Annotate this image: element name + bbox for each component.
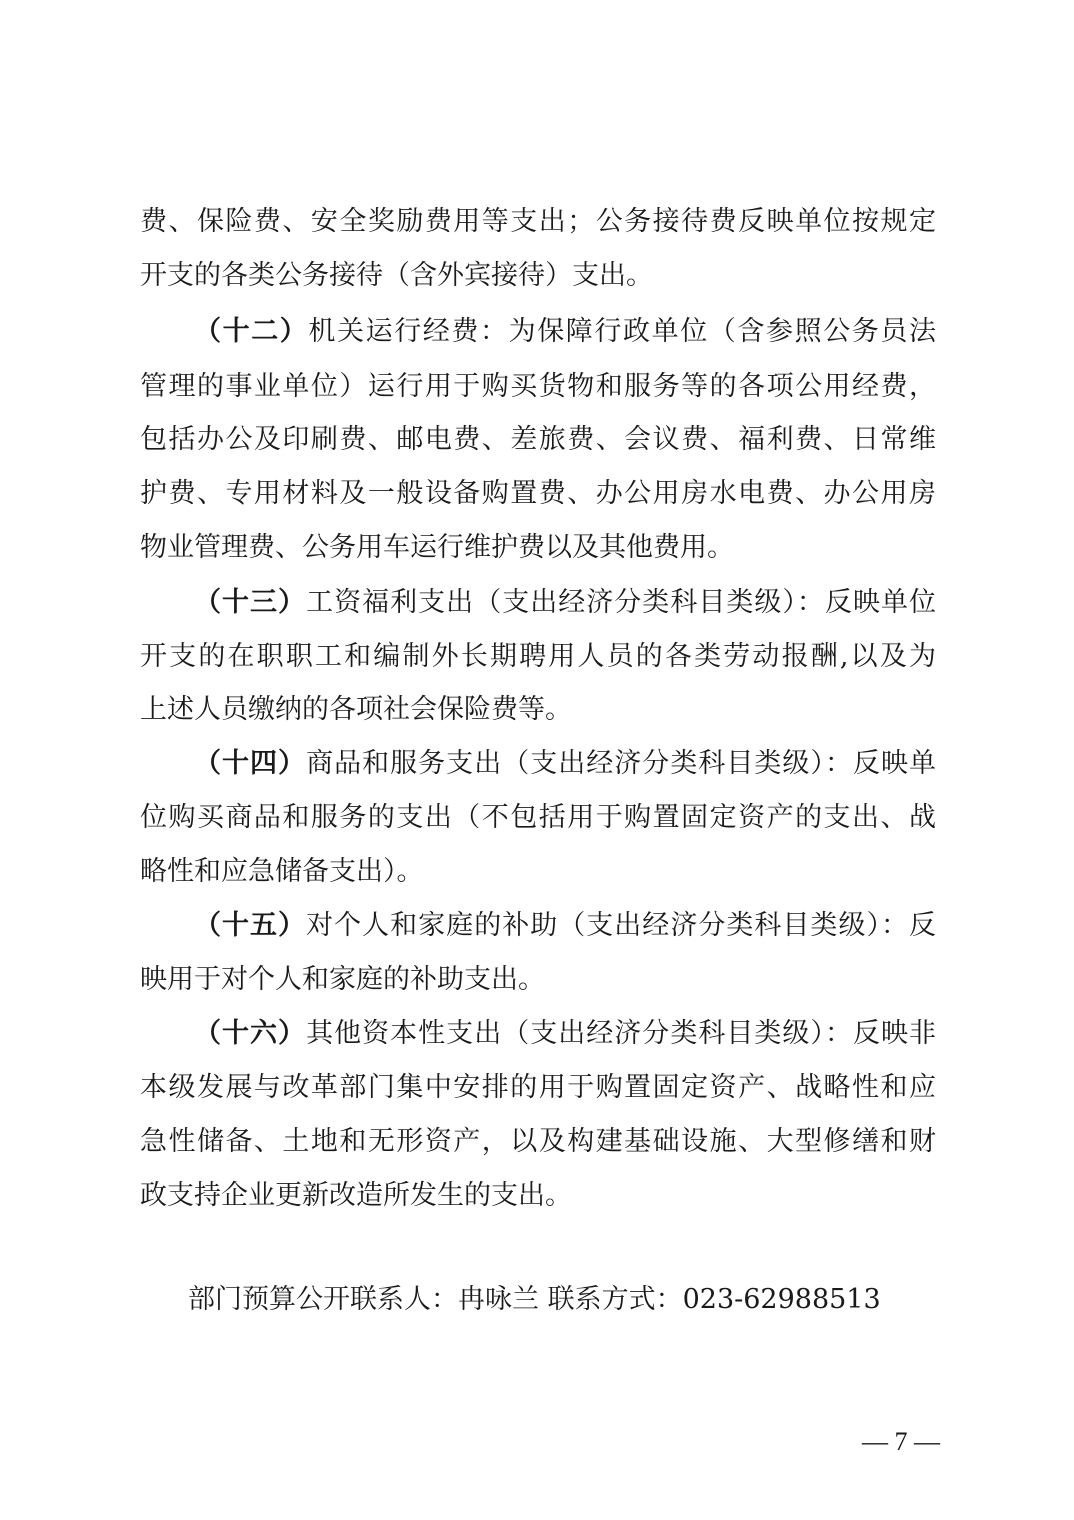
paragraph-line: 开支的各类公务接待（含外宾接待）支出。 bbox=[140, 260, 653, 291]
page-number: — 7 — bbox=[862, 1427, 940, 1456]
paragraph-line: 略性和应急储备支出）。 bbox=[140, 856, 424, 887]
section-14-heading: （十四） bbox=[194, 748, 307, 779]
section-16-heading: （十六） bbox=[194, 1018, 307, 1049]
section-15-line bbox=[194, 906, 936, 946]
paragraph-line: 费、保险费、安全奖励费用等支出；公务接待费反映单位按规定 bbox=[140, 206, 936, 237]
paragraph-text: 其他资本性支出（支出经济分类科目类级）：反映非 bbox=[306, 1018, 937, 1049]
paragraph-text: 商品和服务支出（支出经济分类科目类级）：反映单 bbox=[306, 748, 937, 779]
paragraph-line: 政支持企业更新改造所发生的支出。 bbox=[140, 1180, 572, 1211]
paragraph-line: 急性储备、土地和无形资产，以及构建基础设施、大型修缮和财 bbox=[140, 1126, 936, 1157]
paragraph-line: 包括办公及印刷费、邮电费、差旅费、会议费、福利费、日常维 bbox=[140, 424, 936, 455]
paragraph-line: 开支的在职职工和编制外长期聘用人员的各类劳动报酬,以及为 bbox=[140, 641, 936, 672]
section-15-heading: （十五） bbox=[194, 910, 307, 941]
paragraph-line: 管理的事业单位）运行用于购买货物和服务等的各项公用经费， bbox=[140, 371, 936, 402]
section-13-heading: （十三） bbox=[194, 587, 307, 618]
paragraph-text: 对个人和家庭的补助（支出经济分类科目类级）：反 bbox=[306, 910, 937, 941]
paragraph-line: 映用于对个人和家庭的补助支出。 bbox=[140, 964, 545, 995]
section-14-line bbox=[194, 744, 936, 784]
contact-info: 部门预算公开联系人：冉咏兰 联系方式：023-62988513 bbox=[188, 1284, 881, 1315]
paragraph-text: 工资福利支出（支出经济分类科目类级）：反映单位 bbox=[306, 587, 937, 618]
section-16-line bbox=[194, 1014, 936, 1054]
paragraph-line: 护费、专用材料及一般设备购置费、办公用房水电费、办公用房 bbox=[140, 478, 936, 509]
section-12-heading: （十二） bbox=[194, 316, 309, 347]
paragraph-line: 本级发展与改革部门集中安排的用于购置固定资产、战略性和应 bbox=[140, 1072, 936, 1103]
paragraph-line: 物业管理费、公务用车运行维护费以及其他费用。 bbox=[140, 532, 734, 563]
paragraph-text: 机关运行经费：为保障行政单位（含参照公务员法 bbox=[308, 316, 937, 347]
section-13-line bbox=[194, 583, 936, 623]
section-12-line bbox=[194, 312, 936, 352]
paragraph-line: 位购买商品和服务的支出（不包括用于购置固定资产的支出、战 bbox=[140, 802, 936, 833]
paragraph-line: 上述人员缴纳的各项社会保险费等。 bbox=[140, 694, 572, 725]
